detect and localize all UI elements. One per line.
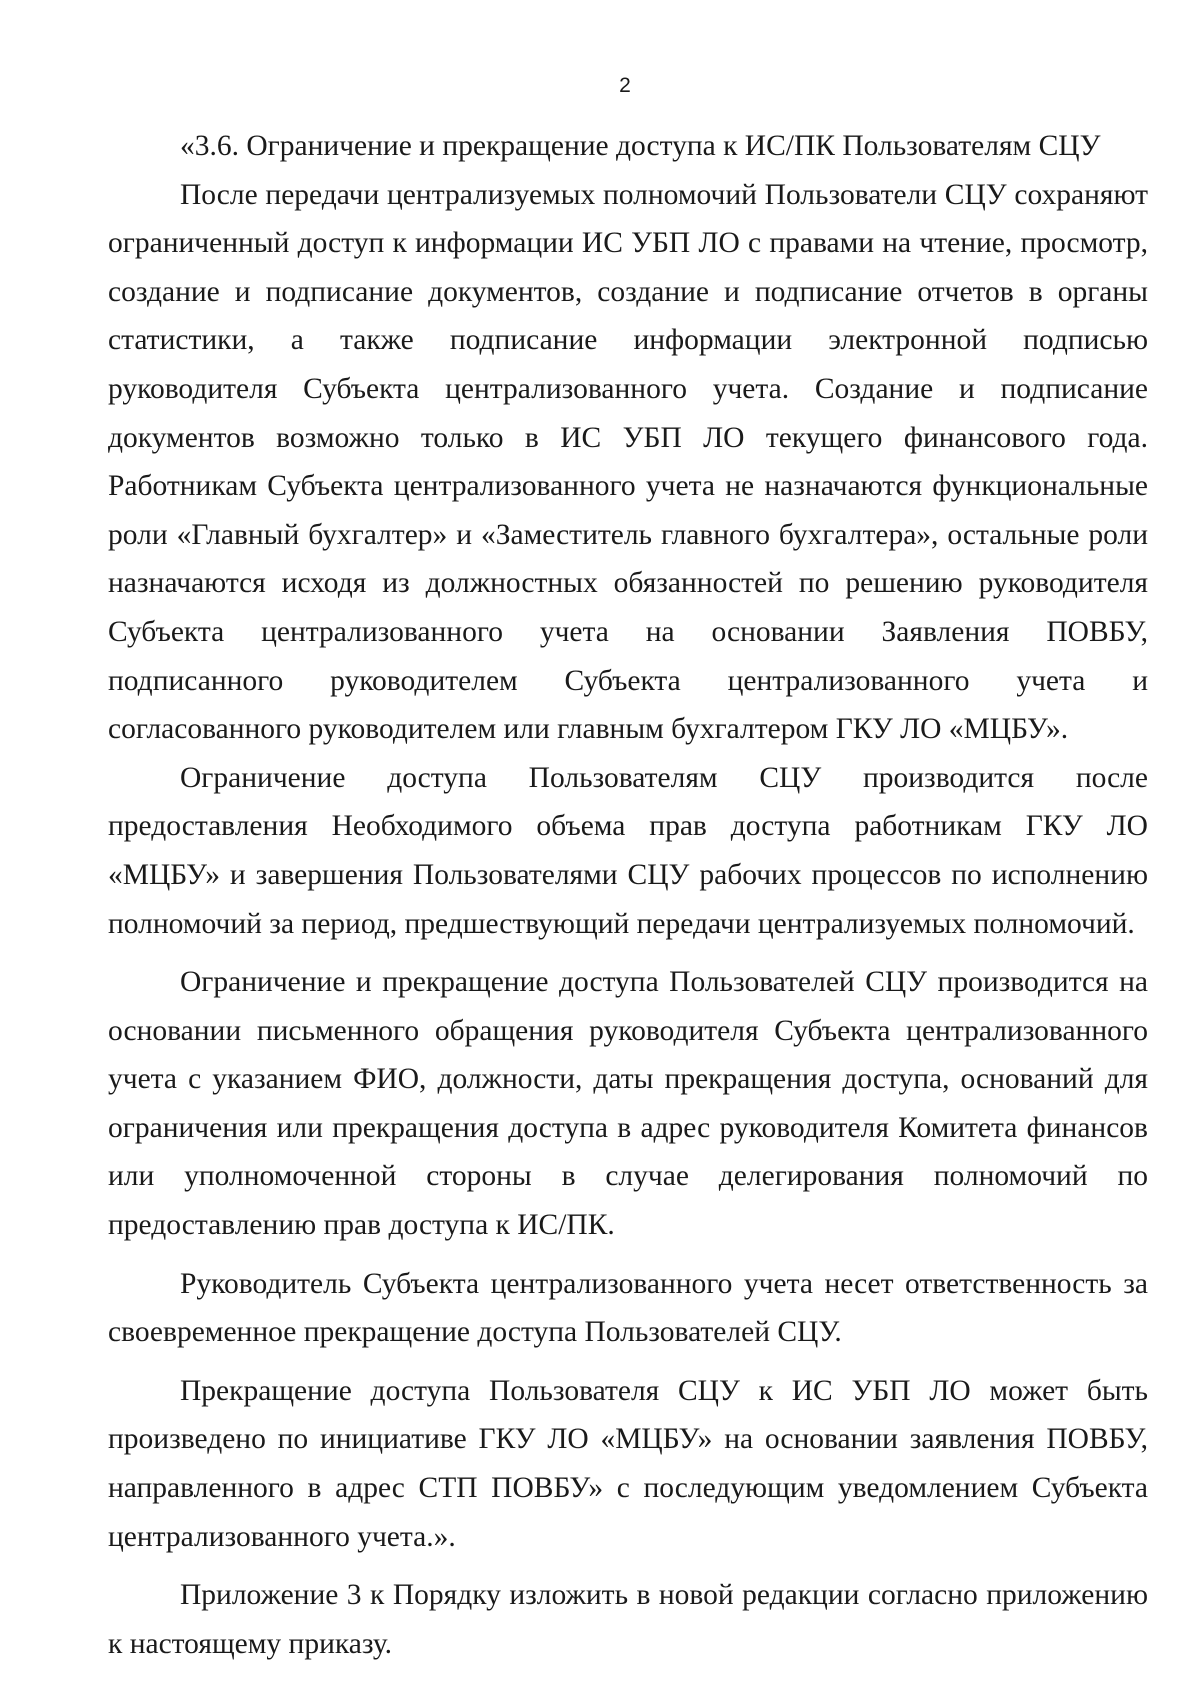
paragraph-termination-initiative: Прекращение доступа Пользователя СЦУ к ИС УБП ЛО может быть произведено по инициативе ГКУ ЛО «МЦБУ» на основании заявления ПОВБУ, направленного в адрес СТП ПОВБУ» с последующим уведомлением Субъекта централизованного учета.».: [108, 1374, 1148, 1553]
paragraph-access-after-transfer: После передачи централизуемых полномочий Пользователи СЦУ сохраняют ограниченный доступ к информации ИС УБП ЛО с правами на чтение, просмотр, создание и подписание документов, создание и подписание отчетов в органы статистики, а также подписание информации электронной подписью руководителя Субъекта централизованного учета. Создание и подписание документов возможно только в ИС УБП ЛО текущего финансового года. Работникам Субъекта централизованного учета не назначаются функциональные роли «Главный бухгалтер» и «Заместитель главного бухгалтера», остальные роли назначаются исходя из должностных обязанностей по решению руководителя Субъекта централизованного учета на основании Заявления ПОВБУ, подписанного руководителем Субъекта централизованного учета и согласованного руководителем или главным бухгалтером ГКУ ЛО «МЦБУ».: [108, 178, 1148, 746]
paragraph-responsibility: Руководитель Субъекта централизованного учета несет ответственность за своевременное прекращение доступа Пользователей СЦУ.: [108, 1267, 1148, 1349]
paragraph-appendix-3: Приложение 3 к Порядку изложить в новой редакции согласно приложению к настоящему приказу.: [108, 1579, 1148, 1660]
paragraph-restriction-basis: Ограничение и прекращение доступа Пользователей СЦУ производится на основании письменного обращения руководителя Субъекта централизованного учета с указанием ФИО, должности, даты прекращения доступа, оснований для ограничения или прекращения доступа в адрес руководителя Комитета финансов или уполномоченной стороны в случае делегирования полномочий по предоставлению прав доступа к ИС/ПК.: [108, 966, 1148, 1242]
section-heading: «3.6. Ограничение и прекращение доступа к ИС/ПК Пользователям СЦУ: [180, 130, 1101, 162]
paragraph-access-restriction: Ограничение доступа Пользователям СЦУ производится после предоставления Необходимого объема прав доступа работникам ГКУ ЛО «МЦБУ» и завершения Пользователями СЦУ рабочих процессов по исполнению полномочий за период, предшествующий передачи централизуемых полномочий.: [108, 761, 1148, 940]
page-number: 2: [619, 74, 631, 97]
document-body: [108, 122, 1148, 1668]
